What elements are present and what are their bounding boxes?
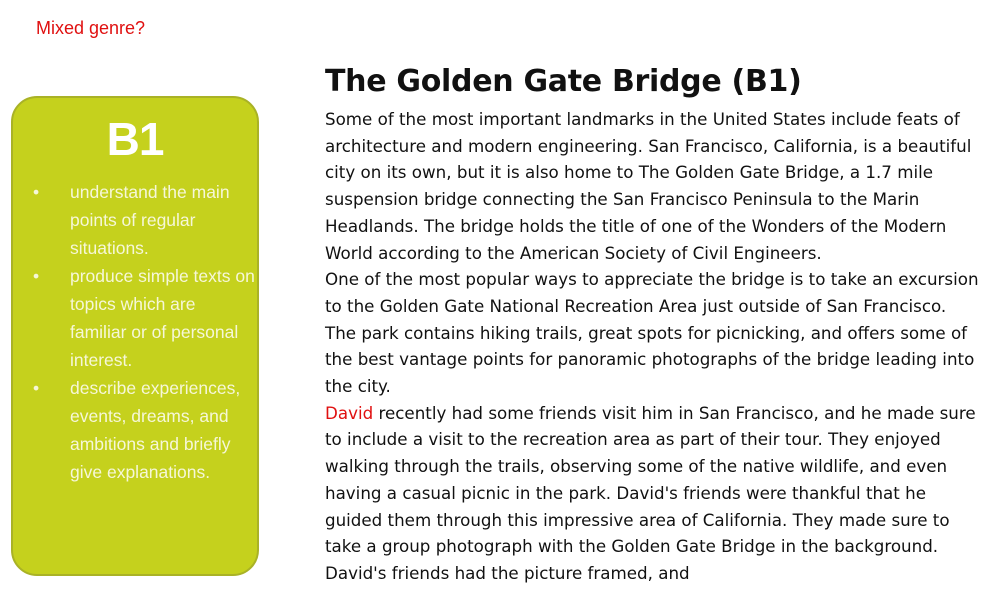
highlighted-name: David — [325, 402, 374, 423]
level-skill-item: • produce simple texts on topics which are familiar or of personal interest. — [33, 262, 255, 374]
level-card — [11, 96, 259, 576]
article-paragraph-3-text: recently had some friends visit him in San Francisco, and he made sure to include a visit to the recreation area as part of their tour. They enjoyed walking through the trails, observing some of the native wildlife, and even having a casual picnic in the park. David's friends were thankful that he guided them through this impressive area of California. They made sure to take a group photograph with the Golden Gate Bridge in the background. David's friends had the picture framed, and — [325, 402, 976, 583]
level-title: B1 — [106, 113, 164, 165]
article-paragraph-2: One of the most popular ways to appreciate the bridge is to take an excursion to the Golden Gate National Recreation Area just outside of San Francisco. The park contains hiking trails, great spots for picnicking, and offers some of the best vantage points for panoramic photographs of the bridge leading into the city. — [325, 269, 979, 397]
mixed-genre-note: Mixed genre? — [36, 18, 146, 38]
article-paragraph-3 — [325, 400, 980, 587]
level-skill-list — [33, 178, 255, 486]
level-skill-item: • describe experiences, events, dreams, and ambitions and briefly give explanations. — [33, 374, 255, 486]
article-title: The Golden Gate Bridge (B1) — [325, 64, 802, 99]
article-paragraph-1: Some of the most important landmarks in the United States include feats of architecture and modern engineering. San Francisco, California, is a beautiful city on its own, but it is also home to The Golden Gate Bridge, a 1.7 mile suspension bridge connecting the San Francisco Peninsula to the Marin Headlands. The bridge holds the title of one of the Wonders of the Modern World according to the American Society of Civil Engineers. — [325, 109, 972, 263]
article — [325, 58, 980, 587]
level-skill-item: • understand the main points of regular situations. — [33, 178, 255, 262]
